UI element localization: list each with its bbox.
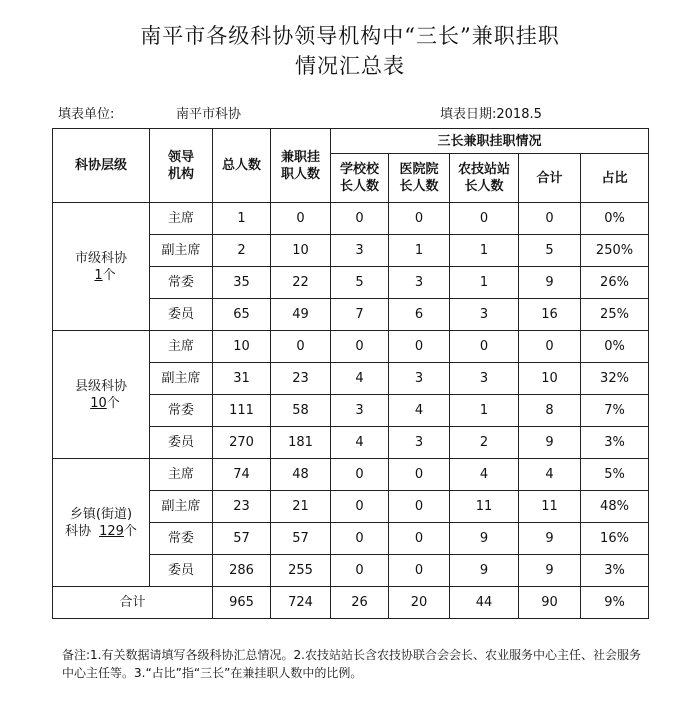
cell-agri: 3: [450, 299, 519, 331]
cell-school: 3: [331, 235, 389, 267]
cell-sum: 10: [519, 363, 581, 395]
level-count: [91, 524, 124, 539]
header-agri-line1: 农技站站: [457, 162, 510, 177]
table-row: [53, 203, 649, 235]
level-cell: [53, 203, 150, 331]
cell-total: 31: [213, 363, 271, 395]
cell-total: 23: [213, 491, 271, 523]
cell-sum: 4: [519, 459, 581, 491]
cell-sum: 11: [519, 491, 581, 523]
cell-role: 副主席: [150, 363, 213, 395]
cell-school: 4: [331, 427, 389, 459]
cell-school: 0: [331, 203, 389, 235]
cell-role: 常委: [150, 523, 213, 555]
cell-ratio: 7%: [581, 395, 649, 427]
cell-part: 255: [271, 555, 331, 587]
totals-part: 724: [271, 587, 331, 619]
header-agri: [450, 154, 519, 203]
level-count-suffix: 个: [123, 523, 137, 539]
level-count-line: [53, 523, 149, 540]
cell-ratio: 48%: [581, 491, 649, 523]
cell-agri: 9: [450, 555, 519, 587]
cell-agri: 9: [450, 523, 519, 555]
level-count-suffix: 个: [106, 395, 120, 411]
cell-total: 270: [213, 427, 271, 459]
table-row: [53, 331, 649, 363]
totals-hospital: 20: [389, 587, 450, 619]
cell-agri: 1: [450, 235, 519, 267]
cell-total: 286: [213, 555, 271, 587]
fill-unit-label: 填表单位:: [58, 107, 115, 122]
level-count-line: [53, 395, 149, 412]
level-name: 市级科协: [74, 250, 127, 266]
cell-sum: 9: [519, 523, 581, 555]
cell-school: 0: [331, 523, 389, 555]
cell-part: 0: [271, 331, 331, 363]
table-body: [53, 203, 649, 587]
cell-hospital: 4: [389, 395, 450, 427]
cell-part: 48: [271, 459, 331, 491]
header-row-1: [53, 129, 649, 154]
cell-hospital: 0: [389, 523, 450, 555]
cell-sum: 9: [519, 555, 581, 587]
level-cell: [53, 331, 150, 459]
header-level: 科协层级: [53, 129, 150, 203]
totals-row: [53, 587, 649, 619]
cell-role: 委员: [150, 427, 213, 459]
header-school: [331, 154, 389, 203]
cell-hospital: 0: [389, 459, 450, 491]
cell-ratio: 26%: [581, 267, 649, 299]
cell-agri: 0: [450, 203, 519, 235]
cell-part: 49: [271, 299, 331, 331]
cell-hospital: 3: [389, 267, 450, 299]
cell-school: 0: [331, 555, 389, 587]
cell-sum: 0: [519, 203, 581, 235]
footnote: 备注:1.有关数据请填写各级科协汇总情况。2.农技站站长含农技协联合会会长、农业服务中心主任、社会服务中心主任等。3.“占比”指“三长”在兼挂职人数中的比例。: [62, 648, 641, 680]
level-count-line: [53, 267, 149, 284]
cell-school: 3: [331, 395, 389, 427]
level-cell: [53, 459, 150, 587]
level-count-value: 1: [94, 267, 103, 283]
cell-total: 1: [213, 203, 271, 235]
header-part-time-line1: 兼职挂: [280, 149, 320, 165]
table-row: [53, 459, 649, 491]
cell-school: 0: [331, 459, 389, 491]
header-hospital-line1: 医院院: [399, 162, 439, 177]
cell-ratio: 16%: [581, 523, 649, 555]
header-org-line1: 领导: [167, 149, 194, 165]
cell-sum: 0: [519, 331, 581, 363]
header-part-time: [271, 129, 331, 203]
cell-agri: 4: [450, 459, 519, 491]
cell-part: 58: [271, 395, 331, 427]
totals-label: 合计: [53, 587, 213, 619]
header-org: [150, 129, 213, 203]
cell-role: 副主席: [150, 491, 213, 523]
cell-total: 35: [213, 267, 271, 299]
cell-agri: 0: [450, 331, 519, 363]
cell-hospital: 0: [389, 203, 450, 235]
totals-ratio: 9%: [581, 587, 649, 619]
header-group: 三长兼职挂职情况: [331, 129, 649, 154]
cell-agri: 1: [450, 267, 519, 299]
header-part-time-line2: 职人数: [280, 166, 320, 182]
cell-sum: 8: [519, 395, 581, 427]
cell-total: 2: [213, 235, 271, 267]
cell-total: 65: [213, 299, 271, 331]
cell-school: 0: [331, 331, 389, 363]
cell-part: 57: [271, 523, 331, 555]
level-count-prefix: 科协: [65, 523, 92, 539]
cell-role: 主席: [150, 203, 213, 235]
header-agri-line2: 长人数: [464, 179, 504, 194]
cell-ratio: 25%: [581, 299, 649, 331]
header-ratio: 占比: [581, 154, 649, 203]
level-count-suffix: 个: [102, 267, 116, 283]
level-count-value: 10: [90, 395, 107, 411]
header-sum: 合计: [519, 154, 581, 203]
cell-part: 21: [271, 491, 331, 523]
cell-part: 22: [271, 267, 331, 299]
header-org-line2: 机构: [167, 166, 194, 182]
cell-total: 111: [213, 395, 271, 427]
cell-role: 委员: [150, 555, 213, 587]
level-count-value: 129: [99, 523, 124, 539]
level-name: 乡镇(街道): [69, 506, 133, 522]
header-hospital-line2: 长人数: [399, 179, 439, 194]
level-count: [82, 396, 107, 411]
document-subtitle: 情况汇总表: [295, 54, 405, 78]
fill-date: 填表日期:2018.5: [440, 107, 542, 122]
cell-role: 常委: [150, 267, 213, 299]
cell-ratio: 0%: [581, 203, 649, 235]
cell-agri: 11: [450, 491, 519, 523]
cell-ratio: 5%: [581, 459, 649, 491]
header-school-line2: 长人数: [339, 179, 379, 194]
cell-agri: 3: [450, 363, 519, 395]
cell-part: 10: [271, 235, 331, 267]
cell-hospital: 3: [389, 427, 450, 459]
cell-agri: 2: [450, 427, 519, 459]
cell-part: 181: [271, 427, 331, 459]
cell-role: 委员: [150, 299, 213, 331]
cell-ratio: 3%: [581, 427, 649, 459]
cell-ratio: 0%: [581, 331, 649, 363]
cell-ratio: 3%: [581, 555, 649, 587]
cell-hospital: 3: [389, 363, 450, 395]
cell-sum: 16: [519, 299, 581, 331]
cell-total: 57: [213, 523, 271, 555]
cell-part: 23: [271, 363, 331, 395]
cell-agri: 1: [450, 395, 519, 427]
cell-hospital: 1: [389, 235, 450, 267]
cell-ratio: 32%: [581, 363, 649, 395]
totals-sum: 90: [519, 587, 581, 619]
cell-sum: 9: [519, 267, 581, 299]
fill-unit-value: 南平市科协: [176, 107, 242, 122]
totals-agri: 44: [450, 587, 519, 619]
cell-sum: 5: [519, 235, 581, 267]
cell-ratio: 250%: [581, 235, 649, 267]
totals-school: 26: [331, 587, 389, 619]
header-hospital: [389, 154, 450, 203]
cell-hospital: 0: [389, 491, 450, 523]
level-name: 县级科协: [74, 378, 127, 394]
header-total: 总人数: [213, 129, 271, 203]
cell-part: 0: [271, 203, 331, 235]
totals-total: 965: [213, 587, 271, 619]
header-school-line1: 学校校: [339, 162, 379, 177]
cell-role: 主席: [150, 331, 213, 363]
cell-school: 0: [331, 491, 389, 523]
level-count: [86, 268, 102, 283]
cell-school: 4: [331, 363, 389, 395]
cell-total: 74: [213, 459, 271, 491]
document-title: 南平市各级科协领导机构中“三长”兼职挂职: [140, 24, 560, 48]
cell-hospital: 0: [389, 555, 450, 587]
summary-table: [52, 128, 649, 619]
cell-role: 主席: [150, 459, 213, 491]
cell-school: 7: [331, 299, 389, 331]
cell-hospital: 0: [389, 331, 450, 363]
cell-sum: 9: [519, 427, 581, 459]
cell-total: 10: [213, 331, 271, 363]
cell-hospital: 6: [389, 299, 450, 331]
cell-role: 常委: [150, 395, 213, 427]
cell-role: 副主席: [150, 235, 213, 267]
cell-school: 5: [331, 267, 389, 299]
